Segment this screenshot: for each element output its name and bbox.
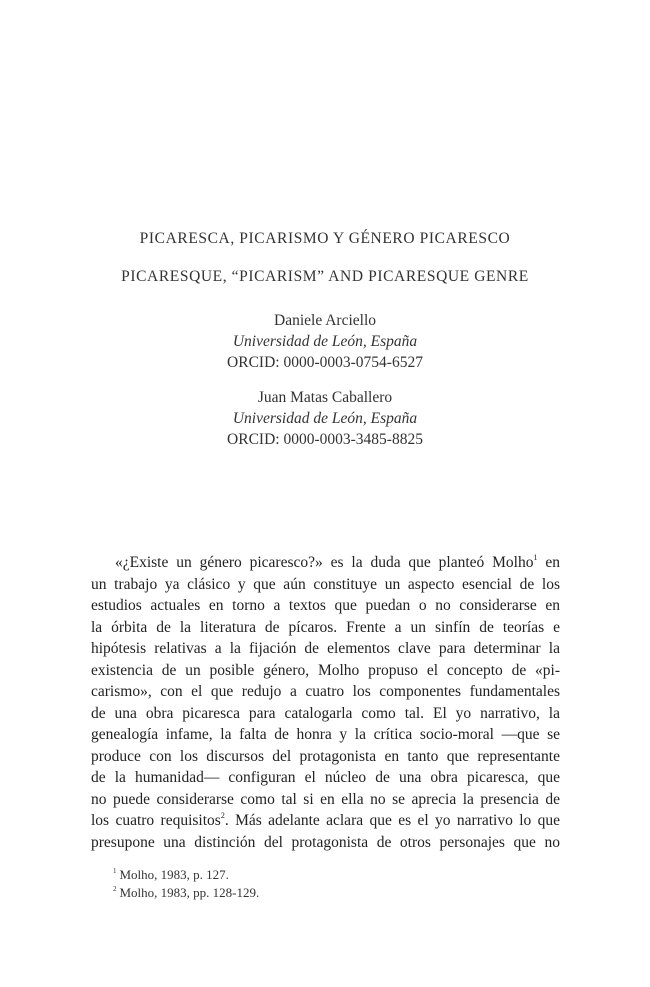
footnote-number: 2 xyxy=(113,885,117,893)
body-line: no puede considerarse como tal si en ella no se aprecia la presencia de xyxy=(91,790,560,808)
title-spanish: PICARESCA, PICARISMO Y GÉNERO PICARESCO xyxy=(139,230,511,247)
body-line: estudios actuales en torno a textos que puedan o no considerarse en xyxy=(91,597,560,614)
footnote xyxy=(113,866,259,884)
footnotes xyxy=(113,866,259,902)
body-line: «¿Existe un género picaresco?» es la duda que planteó Molho$^1$ en xyxy=(115,553,560,571)
author-name: Daniele Arciello xyxy=(274,312,376,329)
author-orcid: ORCID: 0000-0003-3485-8825 xyxy=(227,431,423,448)
author-orcid: ORCID: 0000-0003-0754-6527 xyxy=(227,354,423,371)
footnote-number: 1 xyxy=(113,867,117,875)
author-block xyxy=(0,310,650,373)
footnote-text: Molho, 1983, p. 127. xyxy=(119,867,229,882)
body-line: genealogía infame, la falta de honra y la crítica socio-moral —que se xyxy=(91,726,560,743)
body-line: produce con los discursos del protagonista en tanto que representante xyxy=(91,747,560,765)
footnote-ref: 2 xyxy=(220,811,225,820)
body-line: carismo», con el que redujo a cuatro los componentes fundamentales xyxy=(91,683,560,700)
body-line: hipótesis relativas a la fijación de elementos clave para determinar la xyxy=(91,640,560,657)
body-line: de una obra picaresca para catalogarla como tal. El yo narrativo, la xyxy=(91,704,560,722)
body-line: los cuatro requisitos$^2$. Más adelante aclara que es el yo narrativo lo que xyxy=(91,811,561,829)
body-paragraph xyxy=(91,552,560,853)
author-affiliation: Universidad de León, España xyxy=(232,410,418,427)
footnote-text: Molho, 1983, pp. 128-129. xyxy=(119,885,260,900)
author-block xyxy=(0,387,650,450)
body-line: existencia de un posible género, Molho propuso el concepto de «pi- xyxy=(91,661,560,679)
author-name: Juan Matas Caballero xyxy=(257,389,393,406)
title-english: PICARESQUE, “PICARISM” AND PICARESQUE GENRE xyxy=(121,268,529,285)
author-affiliation: Universidad de León, España xyxy=(232,333,418,350)
body-line: la órbita de la literatura de pícaros. Frente a un sinfín de teorías e xyxy=(91,618,560,636)
body-line: un trabajo ya clásico y que aún constituye un aspecto esencial de los xyxy=(91,575,560,593)
body-line: de la humanidad— configuran el núcleo de una obra picaresca, que xyxy=(91,769,560,786)
body-line: presupone una distinción del protagonista de otros personajes que no xyxy=(91,833,560,851)
footnote-ref: 1 xyxy=(533,553,538,562)
footnote xyxy=(113,884,259,902)
